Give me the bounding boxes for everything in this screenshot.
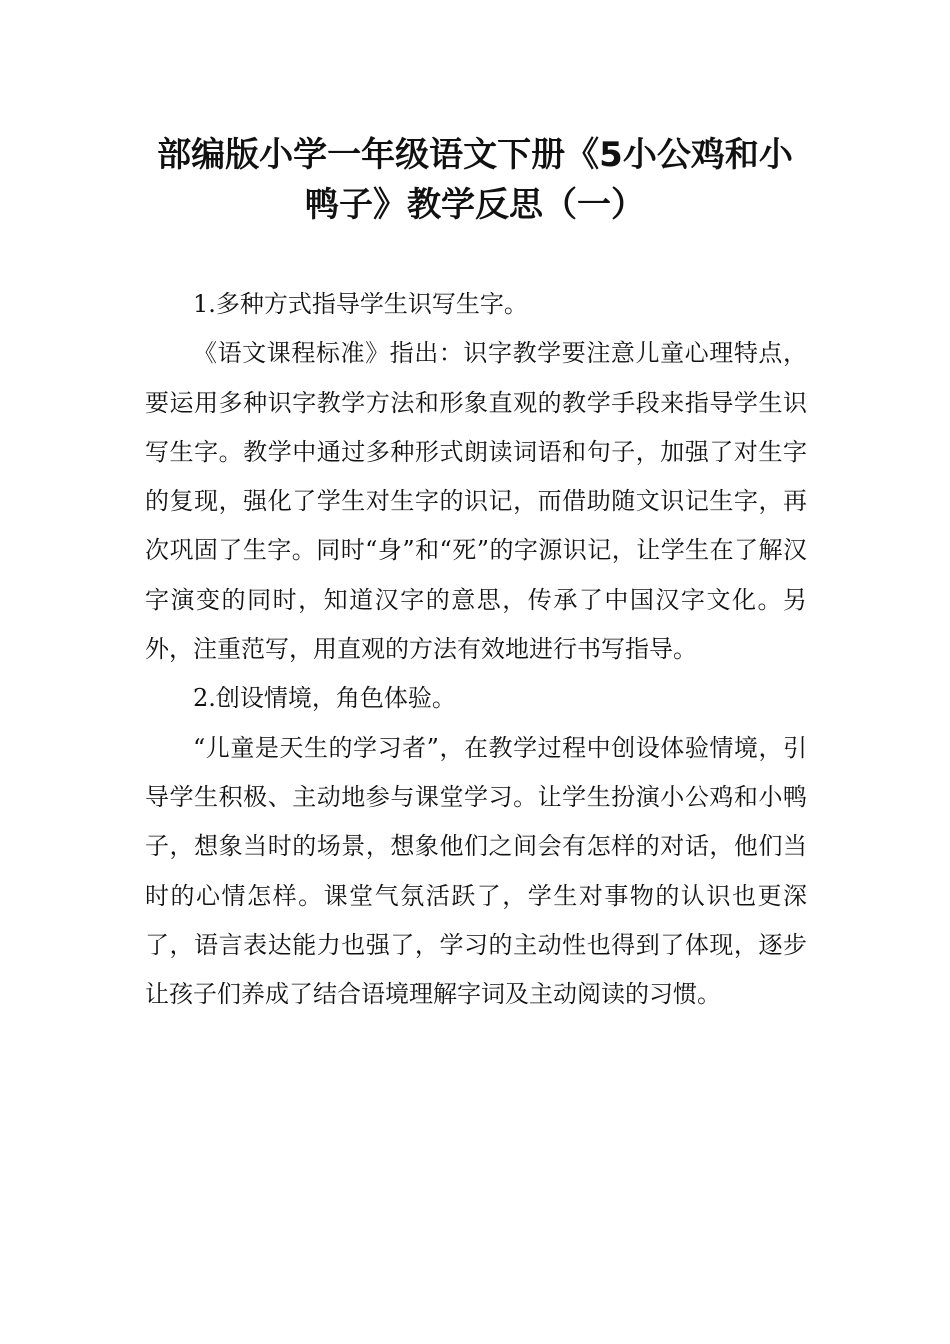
document-body bbox=[145, 280, 807, 1019]
title-line-1: 部编版小学一年级语文下册《5小公鸡和小 bbox=[157, 135, 793, 175]
section-1-heading: 1.多种方式指导学生识写生字。 bbox=[193, 290, 528, 318]
document-title bbox=[120, 130, 830, 230]
section-1-paragraph: 《语文课程标准》指出：识字教学要注意儿童心理特点，要运用多种识字教学方法和形象直观的教学手段来指导学生识写生字。教学中通过多种形式朗读词语和句子，加强了对生字的复现，强化了学生对生字的识记，而借助随文识记生字，再次巩固了生字。同时“身”和“死”的字源识记，让学生在了解汉字演变的同时，知道汉字的意思，传承了中国汉字文化。另外，注重范写，用直观的方法有效地进行书写指导。 bbox=[145, 339, 807, 664]
section-2-heading: 2.创设情境，角色体验。 bbox=[193, 684, 456, 713]
section-2-paragraph: “儿童是天生的学习者”，在教学过程中创设体验情境，引导学生积极、主动地参与课堂学习。让学生扮演小公鸡和小鸭子，想象当时的场景，想象他们之间会有怎样的对话，他们当时的心情怎样。课堂气氛活跃了，学生对事物的认识也更深了，语言表达能力也强了，学习的主动性也得到了体现，逐步让孩子们养成了结合语境理解字词及主动阅读的习惯。 bbox=[145, 733, 807, 1009]
title-line-2: 鸭子》教学反思（一） bbox=[305, 185, 645, 225]
